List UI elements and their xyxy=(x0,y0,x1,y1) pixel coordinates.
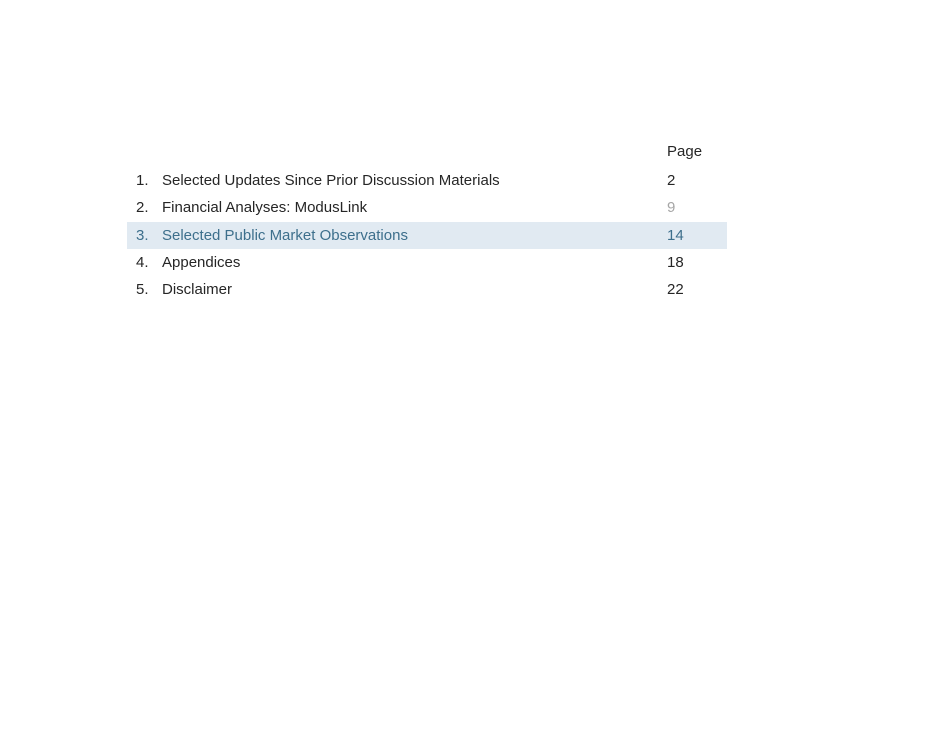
toc-item-page: 2 xyxy=(667,172,676,189)
table-of-contents xyxy=(127,140,727,303)
toc-item-page: 14 xyxy=(667,226,684,244)
toc-item-2[interactable] xyxy=(127,194,727,221)
toc-item-number: 1. xyxy=(136,172,149,189)
toc-item-number: 2. xyxy=(136,199,149,217)
toc-item-number: 4. xyxy=(136,253,149,271)
toc-item-title: Disclaimer xyxy=(162,281,233,299)
toc-item-number: 5. xyxy=(136,281,149,299)
toc-item-5[interactable] xyxy=(127,276,727,303)
toc-item-title: Selected Updates Since Prior Discussion Materials xyxy=(162,172,500,189)
toc-item-3-active[interactable] xyxy=(127,222,727,249)
toc-item-title: Selected Public Market Observations xyxy=(162,226,408,244)
toc-item-1[interactable] xyxy=(127,167,727,194)
toc-item-page: 9 xyxy=(667,199,676,217)
toc-item-title: Appendices xyxy=(162,253,241,271)
toc-item-page: 18 xyxy=(667,253,684,271)
page-column-header xyxy=(127,140,727,167)
toc-item-title: Financial Analyses: ModusLink xyxy=(162,199,368,217)
toc-item-4[interactable] xyxy=(127,249,727,276)
toc-item-page: 22 xyxy=(667,281,684,299)
toc-item-number: 3. xyxy=(136,226,149,244)
page-header-label: Page xyxy=(667,143,703,160)
